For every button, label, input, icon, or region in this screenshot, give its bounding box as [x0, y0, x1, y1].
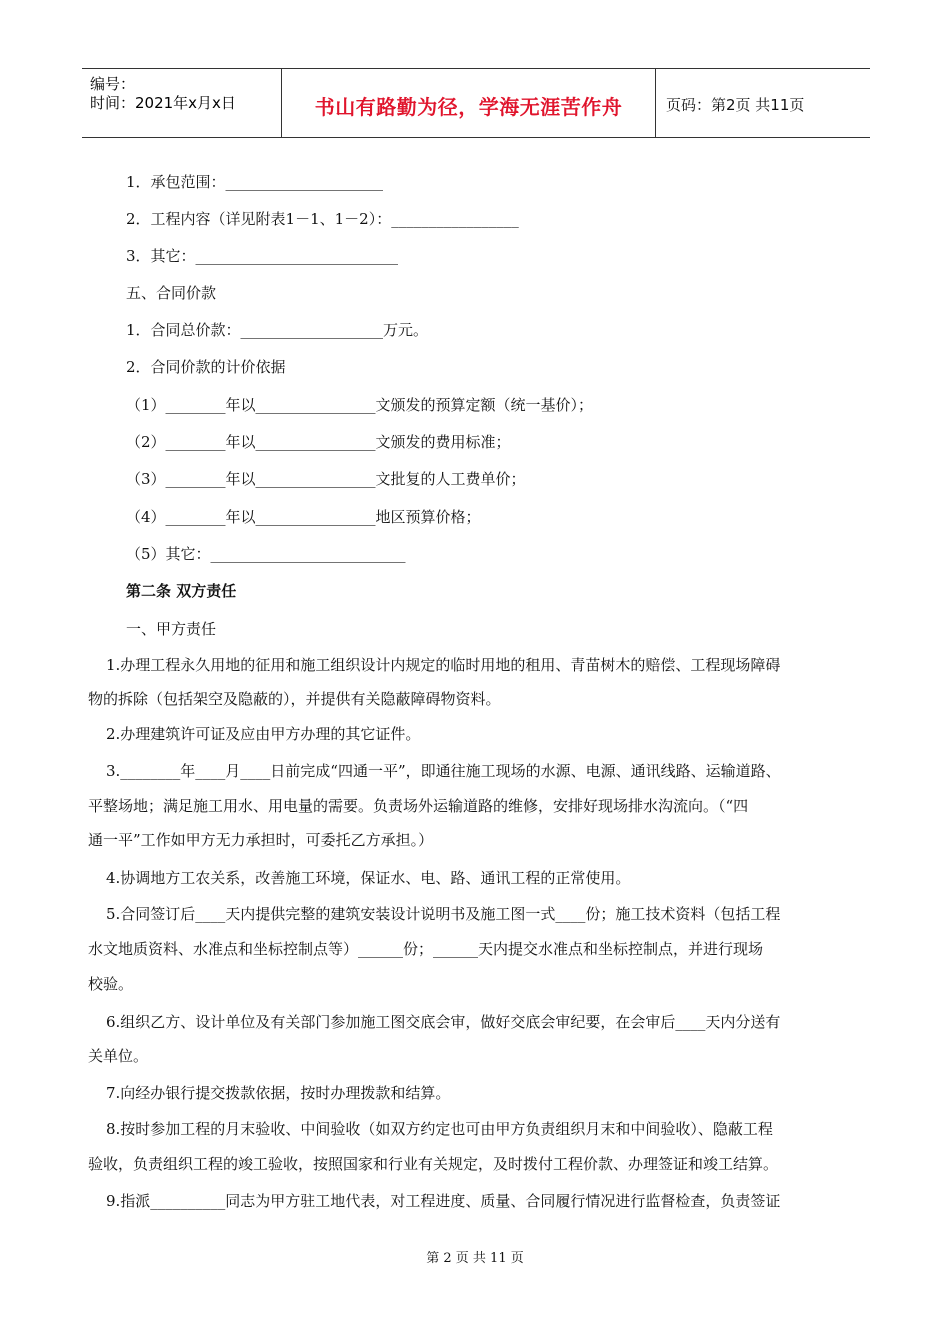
motto-text: 书山有路勤为径，学海无涯苦作舟 [314, 95, 623, 119]
duty-1-line-1: 1.办理工程永久用地的征用和施工组织设计内规定的临时用地的租用、青苗树木的赔偿、工程现场障碍 [106, 656, 781, 674]
clause-other: 3．其它：___________________________ [126, 247, 399, 265]
serial-label: 编号： [90, 75, 136, 93]
duty-7: 7.向经办银行提交拨款依据，按时办理拨款和结算。 [106, 1084, 451, 1102]
clause-pricing-basis: 2．合同价款的计价依据 [126, 358, 286, 376]
duty-6-line-1: 6.组织乙方、设计单位及有关部门参加施工图交底会审，做好交底会审纪要，在会审后____天内分送有 [106, 1013, 781, 1031]
section-heading-price: 五、合同价款 [126, 284, 217, 302]
basis-item-5: （5）其它：__________________________ [126, 545, 406, 563]
duty-3-line-1: 3.________年____月____日前完成“四通一平”，即通往施工现场的水源、电源、通讯线路、运输道路、 [106, 762, 781, 780]
clause-scope: 1．承包范围：_____________________ [126, 173, 384, 191]
clause-content: 2．工程内容（详见附表1－1、1－2）：_________________ [126, 210, 519, 228]
duty-3-line-2: 平整场地；满足施工用水、用电量的需要。负责场外运输道路的维修，安排好现场排水沟流向。（“四 [88, 797, 749, 815]
duty-6-line-2: 关单位。 [88, 1047, 149, 1065]
duty-1-line-2: 物的拆除（包括架空及隐蔽的），并提供有关隐蔽障碍物资料。 [88, 690, 501, 708]
article-heading-duties: 第二条 双方责任 [126, 582, 237, 600]
duty-3-line-3: 通一平”工作如甲方无力承担时，可委托乙方承担。） [88, 831, 434, 849]
header-middle-cell [282, 69, 656, 137]
basis-item-3: （3）________年以________________文批复的人工费单价； [126, 470, 526, 488]
section-heading-party-a: 一、甲方责任 [126, 620, 217, 638]
page-footer: 第 2 页 共 11 页 [426, 1251, 524, 1266]
duty-2: 2.办理建筑许可证及应由甲方办理的其它证件。 [106, 725, 421, 743]
header-table [82, 68, 870, 138]
duty-5-line-1: 5.合同签订后____天内提供完整的建筑安装设计说明书及施工图一式____份；施工技术资料（包括工程 [106, 905, 781, 923]
header-right-cell [656, 69, 870, 137]
clause-total-price: 1．合同总价款：___________________万元。 [126, 321, 429, 339]
duty-8-line-2: 验收，负责组织工程的竣工验收，按照国家和行业有关规定，及时拨付工程价款、办理签证和竣工结算。 [88, 1155, 779, 1173]
header-left-cell [82, 69, 282, 137]
duty-8-line-1: 8.按时参加工程的月末验收、中间验收（如双方约定也可由甲方负责组织月末和中间验收）、隐蔽工程 [106, 1120, 773, 1138]
duty-4: 4.协调地方工农关系，改善施工环境，保证水、电、路、通讯工程的正常使用。 [106, 869, 631, 887]
page-info: 页码：第2页 共11页 [666, 96, 805, 114]
date-line: 时间：2021年x月x日 [90, 94, 236, 112]
duty-5-line-2: 水文地质资料、水准点和坐标控制点等）______份；______天内提交水准点和坐标控制点，并进行现场 [88, 940, 764, 958]
basis-item-2: （2）________年以________________文颁发的费用标准； [126, 433, 511, 451]
basis-item-1: （1）________年以________________文颁发的预算定额（统一基价）； [126, 396, 594, 414]
duty-5-line-3: 校验。 [88, 975, 134, 993]
basis-item-4: （4）________年以________________地区预算价格； [126, 508, 481, 526]
duty-9-line-1: 9.指派__________同志为甲方驻工地代表，对工程进度、质量、合同履行情况进行监督检查，负责签证 [106, 1192, 781, 1210]
